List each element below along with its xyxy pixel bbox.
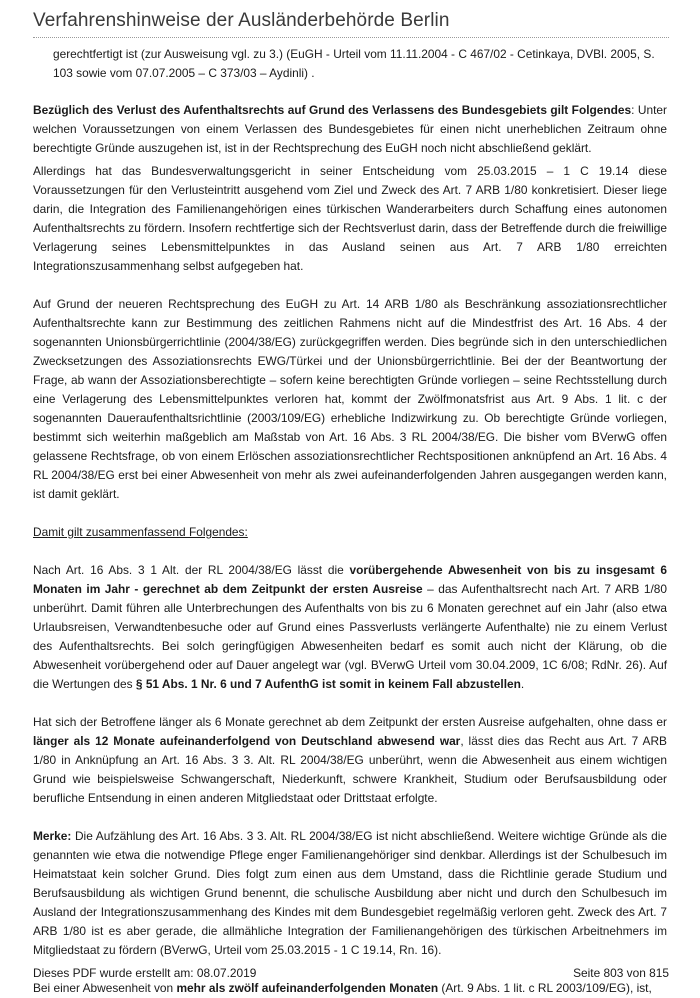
footer-page-number: Seite 803 von 815 <box>573 966 669 980</box>
summary-heading <box>33 523 667 542</box>
paragraph-eugh-case-law: Auf Grund der neueren Rechtsprechung des EuGH zu Art. 14 ARB 1/80 als Beschränkung assoziationsrechtlicher Aufenthaltsrechte kann zur Bestimmung des zeitlichen Rahmens nicht auf die Mindestfrist des Art. 16 Abs. 4 der sogenannten Unionsbürgerrichtlinie (2004/38/EG) zurückgegriffen werden. Dies begründe sich in den unterschiedlichen Zwecksetzungen des Assoziationsrechts EWG/Türkei und der Unionsbürgerrichtlinie. Bei der der Beantwortung der Frage, ab wann der Assoziationsberechtigte – sofern keine berechtigten Gründe vorliegen – seine Rechtsstellung durch eine Verlagerung des Lebensmittelpunktes verloren hat, kommt der Zwölfmonatsfrist aus Art. 9 Abs. 1 lit. c der sogenannten Daueraufenthaltsrichtlinie (2003/109/EG) erhebliche Indizwirkung zu. Ob berechtigte Gründe vorliegen, bestimmt sich weiterhin maßgeblich am Maßstab von Art. 16 Abs. 3 RL 2004/38/EG. Die bisher vom BVerwG offen gelassene Rechtsfrage, ob von einem Erlöschen assoziationsrechtlicher Rechtspositionen anknüpfend an Art. 16 Abs. 4 RL 2004/38/EG erst bei einer Abwesenheit von mehr als zwei aufeinanderfolgenden Jahren ausgegangen werden kann, ist damit geklärt. <box>33 297 667 501</box>
paragraph-continuation: gerechtfertigt ist (zur Ausweisung vgl. zu 3.) (EuGH - Urteil vom 11.11.2004 - C 467/02 - Cetinkaya, DVBl. 2005, S. 103 sowie vom 07.07.2005 – C 373/03 – Aydinli) . <box>53 47 655 80</box>
bold-heading-text: Bezüglich des Verlust des Aufenthaltsrechts auf Grund des Verlassens des Bundesgebiets gilt Folgendes <box>33 103 632 117</box>
paragraph-text: Die Aufzählung des Art. 16 Abs. 3 3. Alt. RL 2004/38/EG ist nicht abschließend. Weitere wichtige Gründe als die genannten wie etwa die notwendige Pflege enger Familienangehöriger sind denkbar. Allerdings ist der Schulbesuch im Heimatstaat kein solcher Grund. Dies folgt zum einen aus dem Umstand, dass die Richtlinie gerade Studium und Berufsausbildung als wichtigen Grund benennt, die schulische Ausbildung aber nicht und durch den Schulbesuch im Ausland der Integrationszusammenhang des Kindes mit dem Bundesgebiet regelmäßig verloren geht. Zweck des Art. 7 ARB 1/80 ist es aber gerade, die allmähliche Integration der Familienangehörigen des türkischen Arbeitnehmers im Mitgliedstaat zu fördern (BVerwG, Urteil vom 25.03.2015 - 1 C 19.14, Rn. 16). <box>33 829 667 957</box>
paragraph-note <box>33 827 667 960</box>
page-footer <box>33 966 669 980</box>
paragraph-text: Bei einer Abwesenheit von <box>33 981 177 995</box>
paragraph-text: Hat sich der Betroffene länger als 6 Monate gerechnet ab dem Zeitpunkt der ersten Ausreise aufgehalten, ohne dass er <box>33 715 667 729</box>
bold-text: länger als 12 Monate aufeinanderfolgend von Deutschland abwesend war <box>33 734 461 748</box>
header-divider <box>33 37 669 38</box>
paragraph-text: : Unter welchen Voraussetzungen von einem Verlassen des Bundesgebietes für einen nicht unerheblichen Zeitraum ohne berechtigte Gründe auszugehen ist, ist in der Rechtsprechung des EuGH noch nicht abschließend geklärt. <box>33 103 667 155</box>
paragraph-text: Nach Art. 16 Abs. 3 1 Alt. der RL 2004/38/EG lässt die <box>33 563 350 577</box>
paragraph-loss-of-residence <box>33 101 667 158</box>
paragraph-text: , lässt dies das Recht aus Art. 7 ARB 1/80 in Anknüpfung an Art. 16 Abs. 3 3. Alt. RL 2004/38/EG unberührt, wenn die Abwesenheit aus einem wichtigen Grund wie beispielsweise Schwangerschaft, Niederkunft, schwere Krankheit, Studium oder Berufsausbildung oder berufliche Entsendung in einen anderen Mitgliedstaat oder Drittstaat erfolgte. <box>33 734 667 805</box>
bold-text: mehr als zwölf aufeinanderfolgenden Monaten <box>176 981 439 995</box>
paragraph-text: . <box>520 677 525 691</box>
paragraph-six-months <box>33 561 667 694</box>
paragraph-twelve-months <box>33 713 667 808</box>
footer-created-date: Dieses PDF wurde erstellt am: 08.07.2019 <box>33 966 257 980</box>
paragraph-more-than-twelve-months <box>33 979 667 998</box>
underlined-summary-text: Damit gilt zusammenfassend Folgendes: <box>33 525 248 539</box>
paragraph-text: – das Aufenthaltsrecht nach Art. 7 ARB 1/80 unberührt. Damit führen alle Unterbrechungen des Aufenthalts von bis zu 6 Monaten gerechnet auf ein Jahr (also etwa Urlaubsreisen, Verwandtenbesuche oder auf Grund eines Passverlusts verlängerte Aufenthalte) nie zu einem Verlust des Aufenthaltsrechts. Bei solch geringfügigen Abwesenheiten bedarf es somit auch nicht der Klärung, ob die Abwesenheit vorübergehend oder auf Dauer angelegt war (vgl. BVerwG Urteil vom 30.04.2009, 1C 6/08; RdNr. 26). Auf die Wertungen des <box>33 582 667 691</box>
bold-text: § 51 Abs. 1 Nr. 6 und 7 AufenthG ist somit in keinem Fall abzustellen <box>135 677 521 691</box>
bold-text: vorübergehende Abwesenheit von bis zu insgesamt 6 Monaten im Jahr - gerechnet ab dem Zeitpunkt der ersten Ausreise <box>33 563 667 596</box>
paragraph-bverwg-decision: Allerdings hat das Bundesverwaltungsgericht in seiner Entscheidung vom 25.03.2015 – 1 C 19.14 diese Voraussetzungen für den Verlusteintritt ausgehend vom Ziel und Zweck des Art. 7 ARB 1/80 konkretisiert. Dieser liege darin, die Integration des Familienangehörigen eines türkischen Wanderarbeiters durch Schaffung eines autonomen Aufenthaltsrechts zu fördern. Insofern rechtfertige sich der Rechtsverlust darin, dass der Betreffende durch die freiwillige Verlagerung seines Lebensmittelpunktes in das Ausland seinen aus Art. 7 ARB 1/80 erreichten Integrationszusammenhang selbst aufgegeben hat. <box>33 164 667 273</box>
note-label: Merke: <box>33 829 72 843</box>
document-body <box>33 45 667 998</box>
paragraph-text: (Art. 9 Abs. 1 lit. c RL 2003/109/EG), ist, <box>438 981 652 995</box>
page-header-title: Verfahrenshinweise der Ausländerbehörde Berlin <box>33 10 450 31</box>
